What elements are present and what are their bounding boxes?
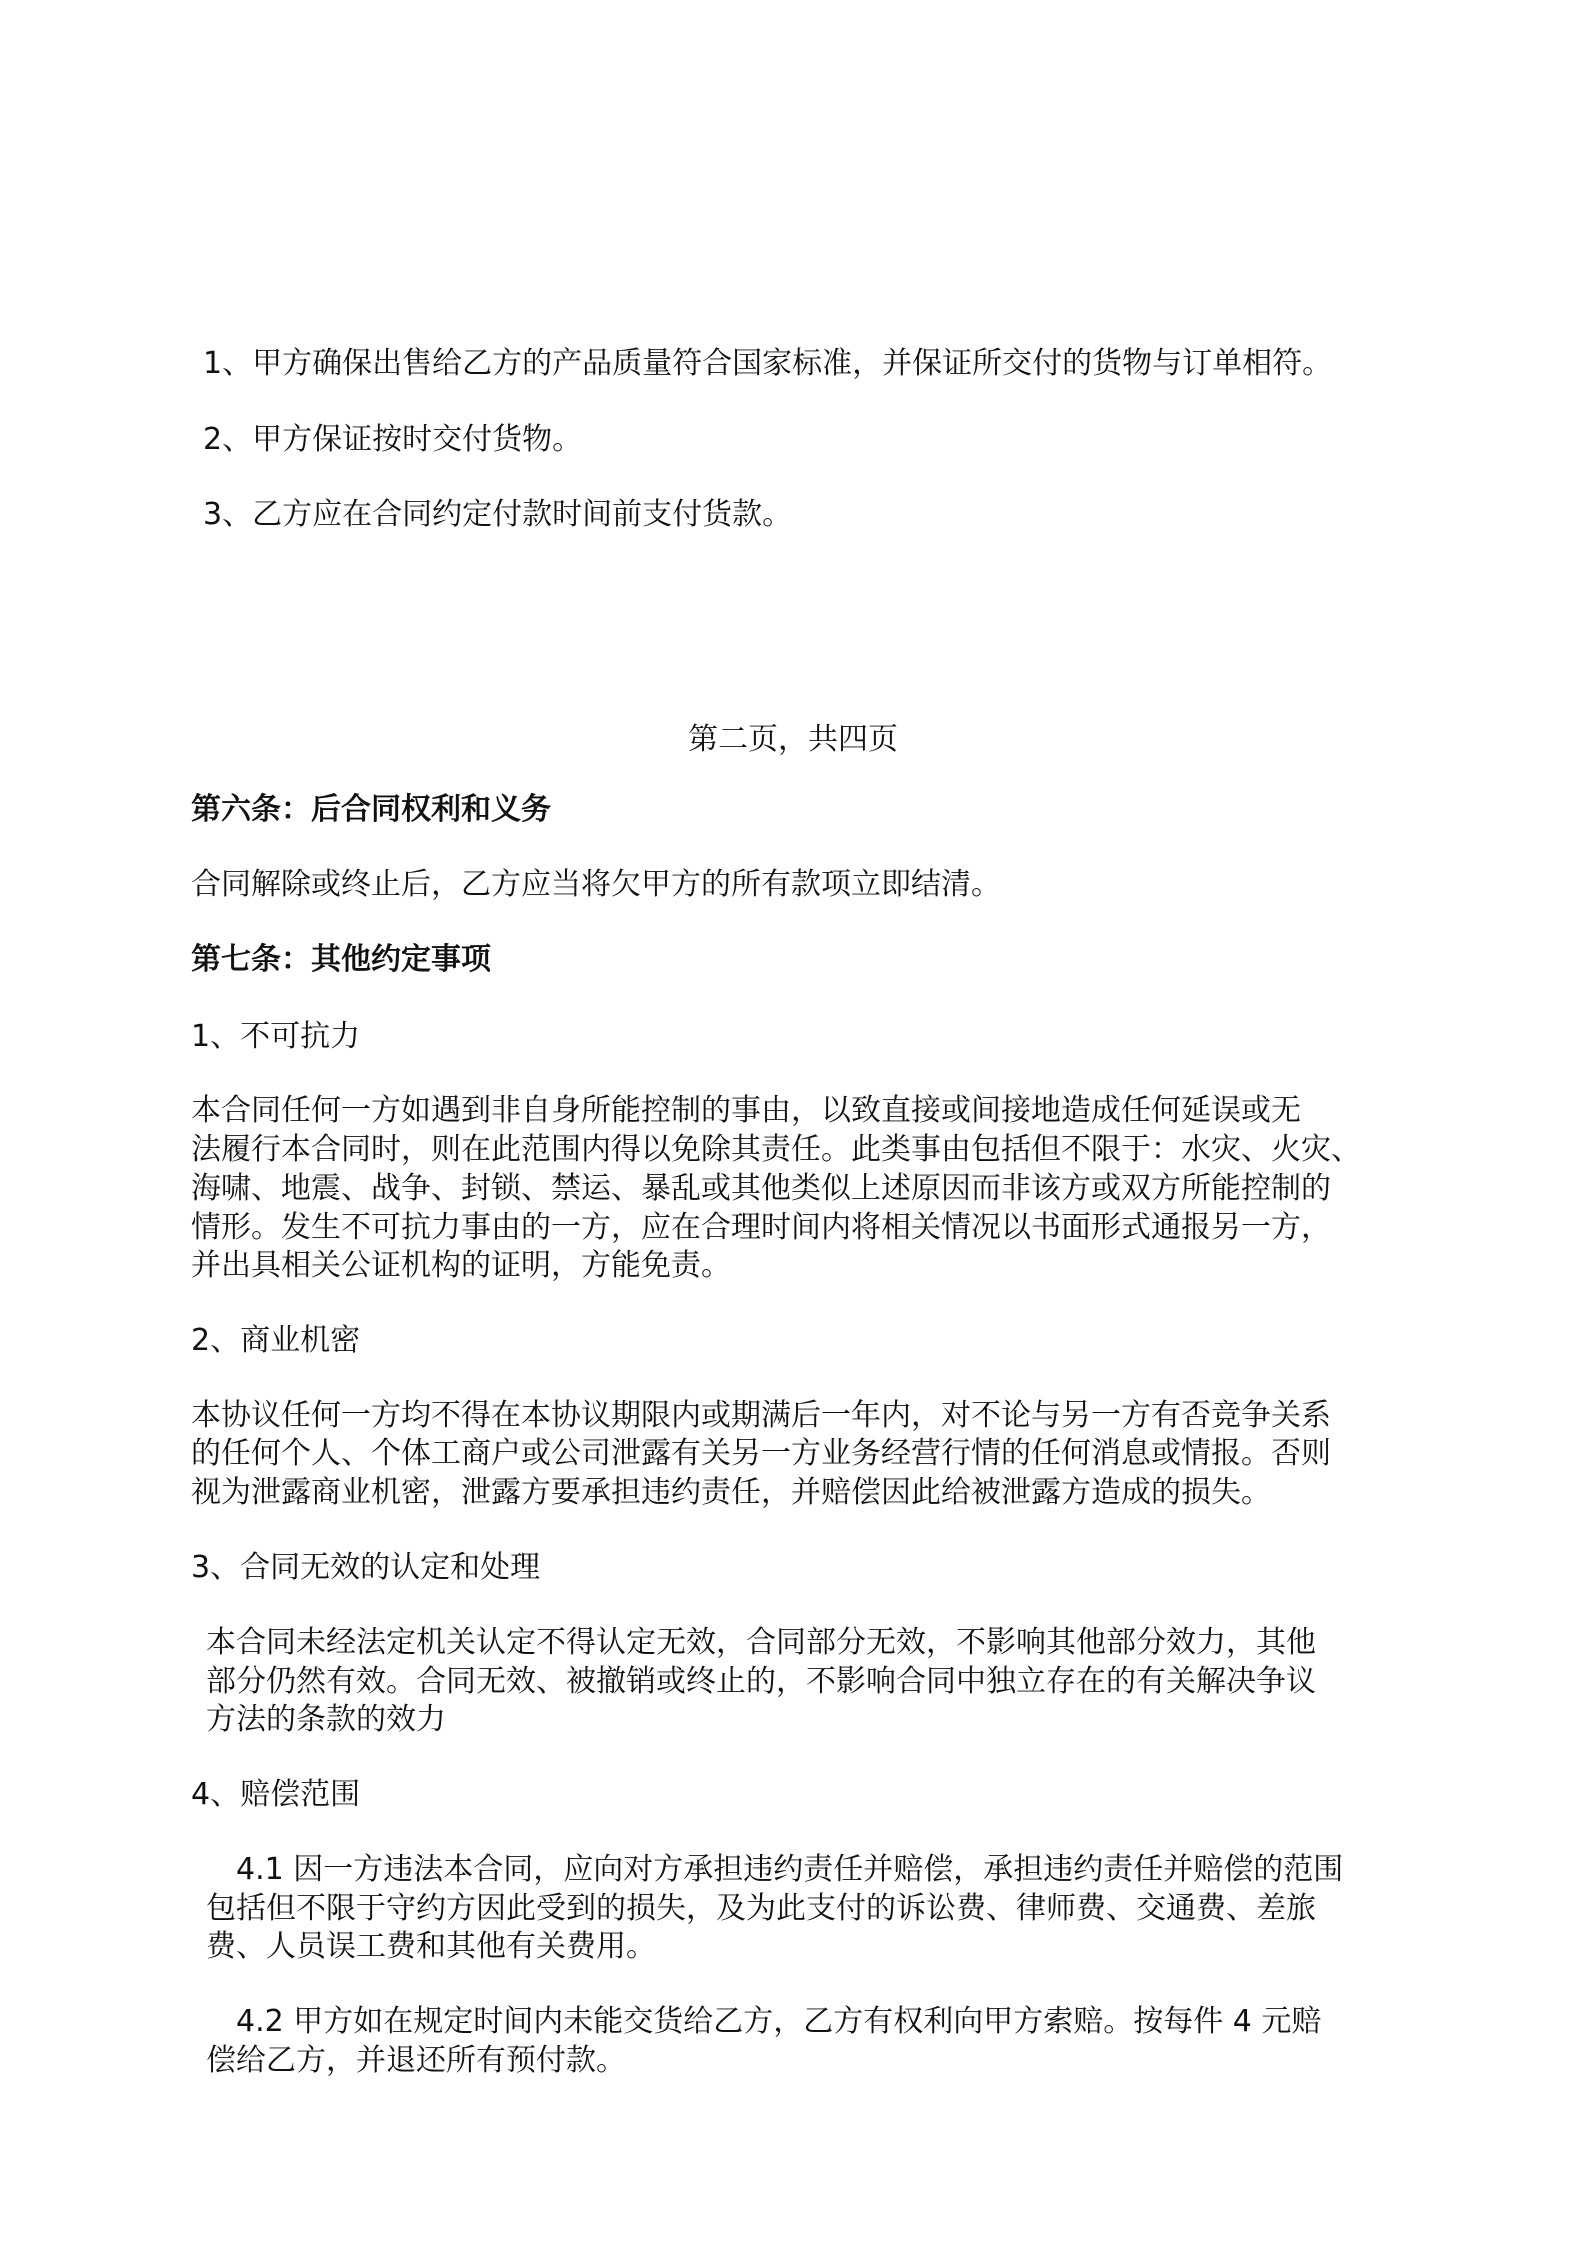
invalidity-line: 部分仍然有效。合同无效、被撤销或终止的，不影响合同中独立存在的有关解决争议 bbox=[206, 1664, 1316, 1699]
compensation-item-4-1-line: 包括但不限于守约方因此受到的损失，及为此支付的诉讼费、律师费、交通费、差旅 bbox=[206, 1891, 1316, 1926]
trade-secret-heading: 2、商业机密 bbox=[191, 1323, 361, 1358]
compensation-heading: 4、赔偿范围 bbox=[191, 1777, 361, 1812]
compensation-item-4-2-line: 4.2 甲方如在规定时间内未能交货给乙方，乙方有权利向甲方索赔。按每件 4 元赔 bbox=[236, 2004, 1322, 2039]
article-6-title: 第六条：后合同权利和义务 bbox=[191, 792, 551, 827]
force-majeure-line: 法履行本合同时，则在此范围内得以免除其责任。此类事由包括但不限于：水灾、火灾、 bbox=[191, 1132, 1361, 1167]
force-majeure-line: 并出具相关公证机构的证明，方能免责。 bbox=[191, 1248, 731, 1283]
force-majeure-line: 本合同任何一方如遇到非自身所能控制的事由，以致直接或间接地造成任何延误或无 bbox=[191, 1093, 1301, 1128]
invalidity-heading: 3、合同无效的认定和处理 bbox=[191, 1550, 541, 1585]
force-majeure-line: 海啸、地震、战争、封锁、禁运、暴乱或其他类似上述原因而非该方或双方所能控制的 bbox=[191, 1171, 1331, 1206]
invalidity-line: 方法的条款的效力 bbox=[206, 1702, 446, 1737]
page-label: 第二页，共四页 bbox=[688, 722, 898, 757]
trade-secret-line: 的任何个人、个体工商户或公司泄露有关另一方业务经营行情的任何消息或情报。否则 bbox=[191, 1436, 1331, 1471]
list-item-3: 3、乙方应在合同约定付款时间前支付货款。 bbox=[203, 497, 793, 532]
compensation-item-4-1-line: 4.1 因一方违法本合同，应向对方承担违约责任并赔偿，承担违约责任并赔偿的范围 bbox=[236, 1852, 1344, 1887]
force-majeure-line: 情形。发生不可抗力事由的一方，应在合理时间内将相关情况以书面形式通报另一方， bbox=[191, 1210, 1331, 1245]
force-majeure-heading: 1、不可抗力 bbox=[191, 1019, 361, 1054]
compensation-item-4-1-line: 费、人员误工费和其他有关费用。 bbox=[206, 1929, 656, 1964]
article-7-title: 第七条：其他约定事项 bbox=[191, 942, 491, 977]
list-item-2: 2、甲方保证按时交付货物。 bbox=[203, 422, 583, 457]
compensation-item-4-2-line: 偿给乙方，并退还所有预付款。 bbox=[206, 2043, 626, 2078]
invalidity-line: 本合同未经法定机关认定不得认定无效，合同部分无效，不影响其他部分效力，其他 bbox=[206, 1625, 1316, 1660]
list-item-1: 1、甲方确保出售给乙方的产品质量符合国家标准，并保证所交付的货物与订单相符。 bbox=[203, 346, 1333, 381]
trade-secret-line: 视为泄露商业机密，泄露方要承担违约责任，并赔偿因此给被泄露方造成的损失。 bbox=[191, 1475, 1271, 1510]
trade-secret-line: 本协议任何一方均不得在本协议期限内或期满后一年内，对不论与另一方有否竞争关系 bbox=[191, 1398, 1331, 1433]
article-6-body: 合同解除或终止后，乙方应当将欠甲方的所有款项立即结清。 bbox=[191, 867, 1001, 902]
